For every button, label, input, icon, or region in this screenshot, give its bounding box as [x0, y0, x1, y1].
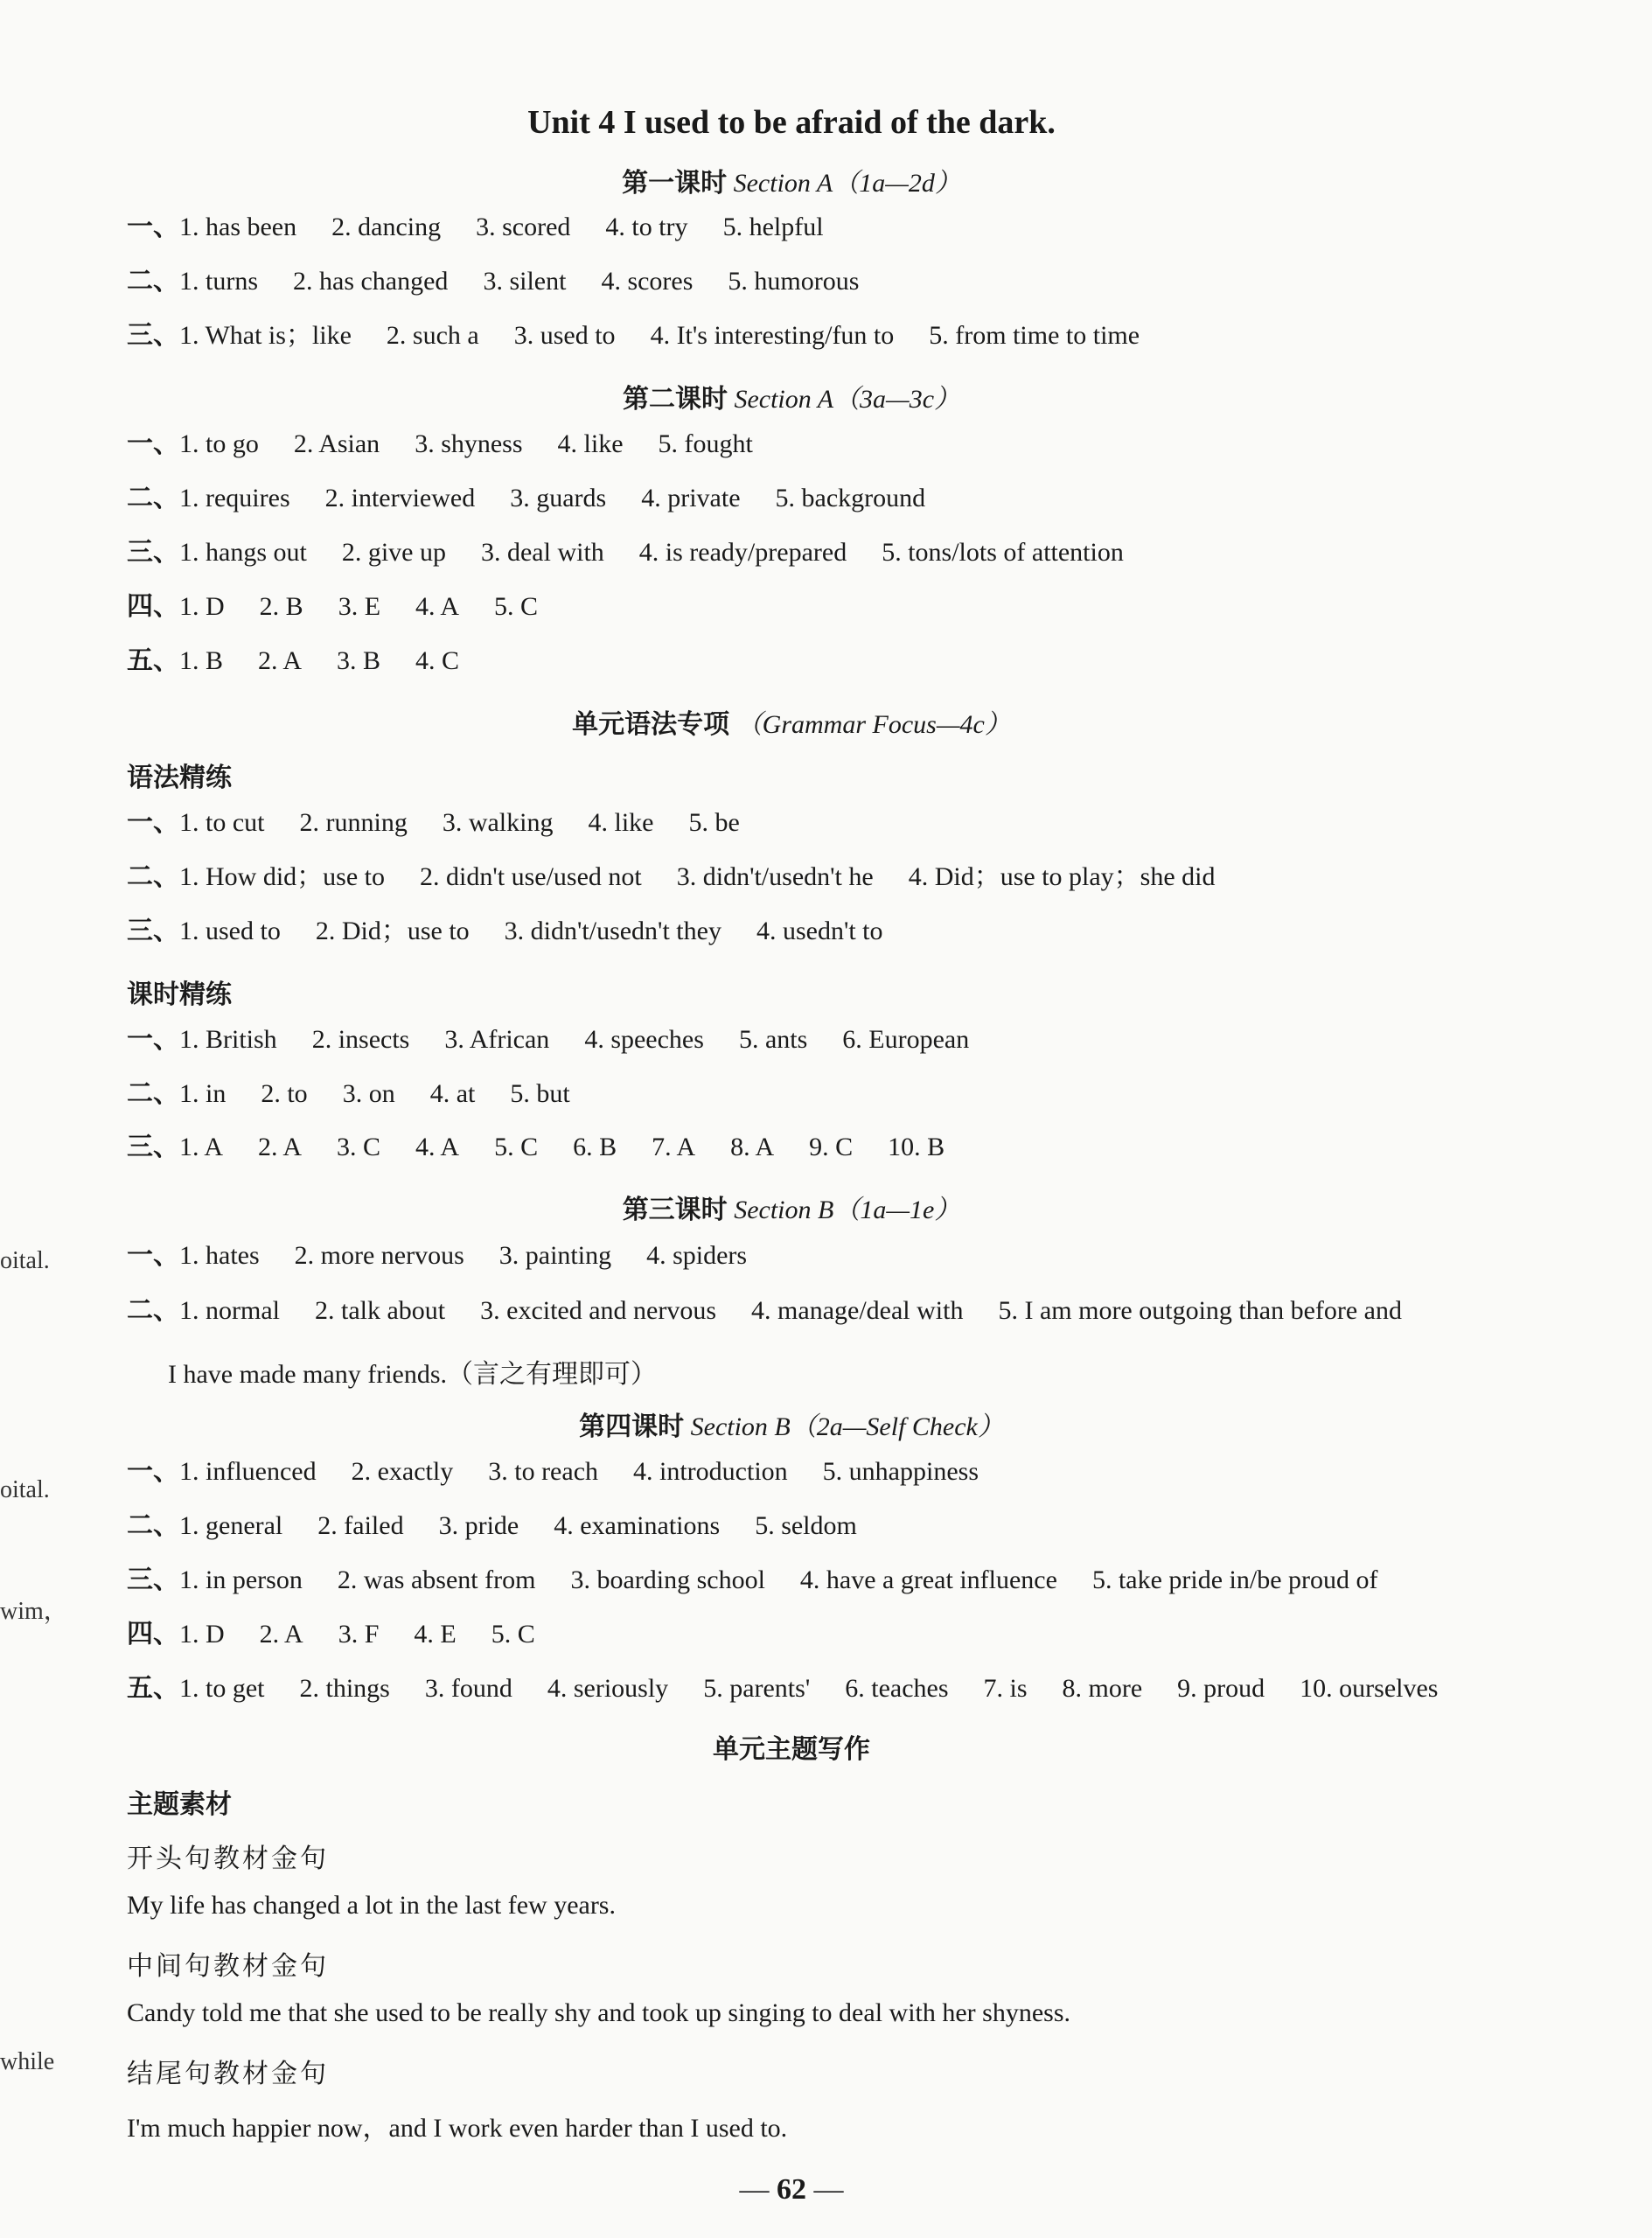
answer-item: 6. teaches	[845, 1674, 949, 1703]
answer-row	[127, 1134, 979, 1161]
answer-item: 2. Asian	[293, 429, 380, 458]
answer-row	[127, 1673, 1473, 1704]
answer-item: 4. seriously	[547, 1674, 669, 1703]
answer-item: 6. B	[573, 1133, 617, 1161]
answer-item: 1. to get	[179, 1674, 265, 1703]
margin-fragment: oital.	[0, 1247, 50, 1274]
answer-item: 3. didn't/usedn't he	[676, 862, 874, 891]
answer-item: 5. C	[494, 1133, 539, 1161]
answer-row	[127, 1295, 1437, 1326]
question-group-label: 三、	[127, 916, 179, 946]
section-heading-2: 第二课时 Section A（3a—3c）	[622, 384, 961, 415]
answer-item: 5. seldom	[755, 1511, 857, 1540]
answer-item: 2. insects	[311, 1025, 410, 1054]
answer-item: 4. A	[415, 592, 460, 621]
answer-item: 3. walking	[442, 808, 554, 837]
answer-item: 5. background	[775, 484, 926, 512]
answer-item: 1. B	[179, 646, 224, 675]
answer-item: 2. has changed	[293, 267, 449, 296]
unit-title: Unit 4 I used to be afraid of the dark.	[527, 104, 1056, 141]
answer-item: 4. scores	[601, 267, 694, 296]
answer-item: 1. to go	[179, 429, 259, 458]
answer-item: 1. British	[179, 1025, 277, 1054]
answer-item: 2. interviewed	[324, 484, 476, 512]
answer-item: 7. A	[652, 1133, 696, 1161]
answer-item: 3. excited and nervous	[480, 1296, 717, 1325]
question-group-label: 三、	[127, 1132, 179, 1162]
answer-item: 4. like	[588, 808, 654, 837]
answer-item: 4. A	[415, 1133, 460, 1161]
answer-item: 3. B	[337, 646, 381, 675]
answer-row	[127, 320, 1175, 351]
answer-item: 2. running	[299, 808, 408, 837]
answer-item: 2. things	[299, 1674, 390, 1703]
answer-item: 4. to try	[605, 213, 688, 241]
answer-item: 1. normal	[179, 1296, 280, 1325]
question-group-label: 三、	[127, 1565, 179, 1595]
answer-item: 7. is	[983, 1674, 1028, 1703]
answer-item: 5. take pride in/be proud of	[1091, 1565, 1378, 1594]
answer-item: 3. used to	[513, 321, 616, 350]
question-group-label: 四、	[127, 1619, 179, 1649]
question-group-label: 三、	[127, 320, 179, 351]
answer-item: 5. humorous	[728, 267, 860, 296]
answer-row	[127, 918, 918, 945]
question-group-label: 一、	[127, 1240, 179, 1271]
answer-item: 2. didn't use/used not	[420, 862, 642, 891]
answer-item: 3. boarding school	[570, 1565, 765, 1594]
answer-item: 2. give up	[341, 538, 446, 567]
answer-item: 3. scored	[476, 213, 571, 241]
answer-item: 2. A	[258, 1133, 303, 1161]
answer-continuation: I have made many friends.（言之有理即可）	[168, 1360, 658, 1389]
answer-row	[127, 1024, 1004, 1055]
answer-item: 3. C	[337, 1133, 381, 1161]
answer-row	[127, 1621, 570, 1648]
question-group-label: 一、	[127, 807, 179, 838]
section-heading-3: 第三课时 Section B（1a—1e）	[622, 1195, 961, 1225]
answer-item: 2. to	[261, 1079, 308, 1108]
answer-item: 3. found	[424, 1674, 512, 1703]
answer-item: 3. silent	[483, 267, 567, 296]
answer-row	[127, 1510, 892, 1541]
answer-item: 4. private	[641, 484, 741, 512]
question-group-label: 一、	[127, 1024, 179, 1055]
answer-item: 3. didn't/usedn't they	[504, 917, 721, 945]
question-group-label: 二、	[127, 1078, 179, 1109]
answer-item: 5. from time to time	[929, 321, 1140, 350]
answer-item: 10. B	[888, 1133, 945, 1161]
answer-row	[127, 214, 859, 241]
question-group-label: 二、	[127, 483, 179, 513]
answer-item: 1. What is；like	[179, 321, 352, 350]
page-number: — 62 —	[739, 2173, 844, 2206]
question-group-label: 五、	[127, 645, 179, 676]
answer-item: 1. in	[179, 1079, 227, 1108]
answer-item: 8. A	[730, 1133, 775, 1161]
answer-item: 1. used to	[179, 917, 281, 945]
answer-item: 4. Did；use to play；she did	[908, 862, 1216, 891]
grammar-practice-heading: 语法精练	[127, 763, 232, 793]
writing-material-heading: 主题素材	[127, 1789, 232, 1820]
answer-item: 4. examinations	[554, 1511, 721, 1540]
question-group-label: 二、	[127, 1295, 179, 1326]
answer-item: 1. general	[179, 1511, 283, 1540]
answer-row	[127, 645, 494, 676]
section-heading-4: 第四课时 Section B（2a—Self Check）	[579, 1412, 1004, 1442]
middle-sentence: Candy told me that she used to be really shy and took up singing to deal with her shyness.	[127, 1998, 1071, 2027]
answer-item: 1. in person	[179, 1565, 303, 1594]
answer-item: 2. was absent from	[337, 1565, 536, 1594]
answer-item: 3. E	[338, 592, 381, 621]
answer-item: 4. C	[415, 646, 460, 675]
answer-item: 2. A	[259, 1620, 303, 1649]
answer-row	[127, 1567, 1413, 1593]
answer-row	[127, 537, 1159, 568]
answer-item: 1. turns	[179, 267, 258, 296]
section-heading-writing: 单元主题写作	[713, 1734, 870, 1765]
answer-item: 5. but	[510, 1079, 570, 1108]
answer-item: 5. I am more outgoing than before and	[998, 1296, 1402, 1325]
answer-item: 3. shyness	[415, 429, 523, 458]
question-group-label: 二、	[127, 1510, 179, 1541]
answer-item: 1. hangs out	[179, 538, 307, 567]
answer-item: 2. more nervous	[294, 1241, 464, 1270]
answer-item: 3. pride	[438, 1511, 519, 1540]
answer-item: 1. hates	[179, 1241, 260, 1270]
answer-item: 4. like	[557, 429, 624, 458]
answer-item: 9. proud	[1177, 1674, 1265, 1703]
answer-item: 4. E	[414, 1620, 457, 1649]
answer-item: 3. guards	[510, 484, 607, 512]
answer-item: 4. at	[429, 1079, 476, 1108]
answer-item: 2. dancing	[331, 213, 442, 241]
middle-sentence-label: 中间句教材金句	[127, 1951, 329, 1982]
answer-item: 6. European	[842, 1025, 970, 1054]
question-group-label: 二、	[127, 266, 179, 296]
answer-row	[127, 591, 573, 622]
answer-item: 2. A	[258, 646, 303, 675]
answer-item: 1. influenced	[179, 1457, 317, 1486]
question-group-label: 五、	[127, 1673, 179, 1704]
answer-row	[127, 268, 894, 295]
answer-item: 5. ants	[738, 1025, 808, 1054]
section-heading-grammar: 单元语法专项 （Grammar Focus—4c）	[572, 709, 1011, 740]
opening-sentence: My life has changed a lot in the last few years.	[127, 1891, 616, 1920]
margin-fragment: while	[0, 2048, 55, 2075]
answer-row	[127, 485, 960, 512]
opening-sentence-label: 开头句教材金句	[127, 1844, 329, 1874]
answer-item: 8. more	[1062, 1674, 1143, 1703]
answer-item: 4. usedn't to	[756, 917, 883, 945]
answer-row	[127, 861, 1251, 892]
answer-row	[127, 807, 775, 838]
answer-item: 5. C	[494, 592, 539, 621]
lesson-practice-heading: 课时精练	[127, 980, 232, 1010]
answer-item: 5. C	[491, 1620, 535, 1649]
answer-item: 3. on	[342, 1079, 395, 1108]
question-group-label: 二、	[127, 861, 179, 892]
answer-item: 4. introduction	[633, 1457, 788, 1486]
answer-row	[127, 431, 788, 457]
answer-row	[127, 1240, 782, 1271]
answer-item: 3. to reach	[488, 1457, 599, 1486]
answer-item: 1. to cut	[179, 808, 265, 837]
question-group-label: 一、	[127, 212, 179, 242]
margin-fragment: oital.	[0, 1476, 50, 1503]
answer-item: 1. D	[179, 592, 225, 621]
answer-item: 3. African	[444, 1025, 550, 1054]
answer-item: 3. F	[338, 1620, 380, 1649]
answer-item: 4. speeches	[584, 1025, 704, 1054]
ending-sentence-label: 结尾句教材金句	[127, 2059, 329, 2089]
ending-sentence: I'm much happier now，and I work even harder than I used to.	[127, 2114, 788, 2143]
answer-item: 2. Did；use to	[315, 917, 470, 945]
answer-row	[127, 1078, 605, 1109]
answer-item: 5. tons/lots of attention	[882, 538, 1124, 567]
answer-item: 4. It's interesting/fun to	[650, 321, 895, 350]
answer-item: 5. fought	[658, 429, 753, 458]
answer-item: 2. B	[259, 592, 303, 621]
answer-item: 2. such a	[386, 321, 479, 350]
answer-item: 4. manage/deal with	[751, 1296, 964, 1325]
answer-item: 2. failed	[317, 1511, 404, 1540]
answer-item: 9. C	[809, 1133, 854, 1161]
answer-item: 3. deal with	[480, 538, 604, 567]
answer-item: 1. D	[179, 1620, 225, 1649]
answer-item: 1. has been	[179, 213, 297, 241]
answer-item: 1. How did；use to	[179, 862, 385, 891]
answer-item: 10. ourselves	[1300, 1674, 1439, 1703]
question-group-label: 四、	[127, 591, 179, 622]
answer-item: 2. exactly	[351, 1457, 454, 1486]
margin-fragment: wim，	[0, 1598, 68, 1625]
question-group-label: 一、	[127, 429, 179, 459]
answer-item: 1. A	[179, 1133, 224, 1161]
answer-item: 5. be	[688, 808, 740, 837]
answer-item: 4. spiders	[646, 1241, 748, 1270]
answer-item: 5. parents'	[703, 1674, 811, 1703]
answer-row	[127, 1456, 1014, 1487]
question-group-label: 三、	[127, 537, 179, 568]
answer-item: 4. is ready/prepared	[638, 538, 847, 567]
section-heading-1: 第一课时 Section A（1a—2d）	[622, 168, 961, 199]
question-group-label: 一、	[127, 1456, 179, 1487]
answer-item: 3. painting	[498, 1241, 612, 1270]
answer-item: 5. helpful	[722, 213, 824, 241]
answer-item: 4. have a great influence	[799, 1565, 1057, 1594]
answer-item: 1. requires	[179, 484, 290, 512]
answer-item: 5. unhappiness	[822, 1457, 979, 1486]
answer-item: 2. talk about	[314, 1296, 446, 1325]
